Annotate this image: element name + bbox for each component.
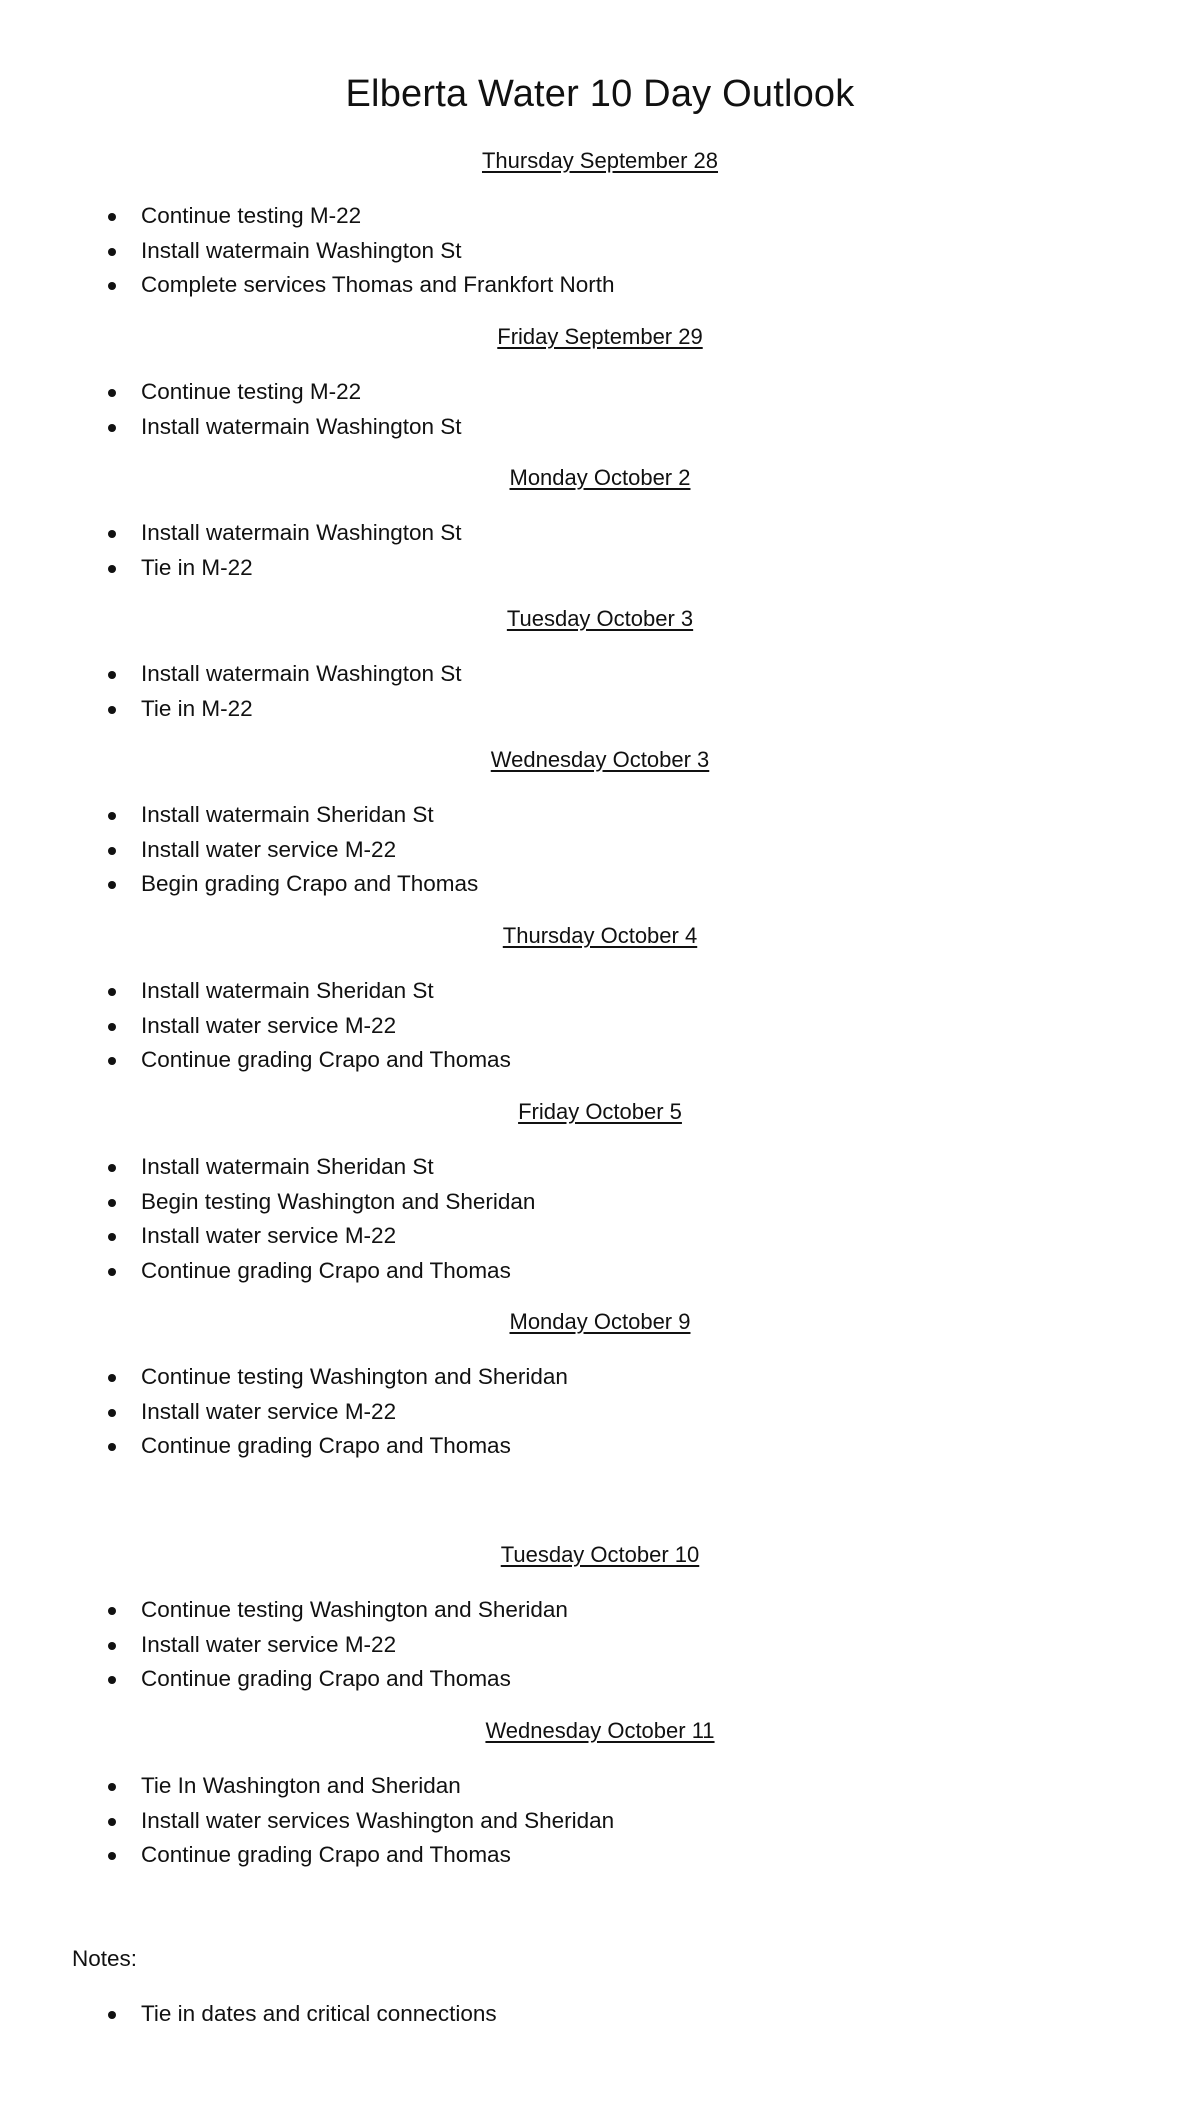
note-item xyxy=(108,1997,497,2032)
bullet-icon xyxy=(108,530,116,538)
bullet-icon xyxy=(108,671,116,679)
bullet-icon xyxy=(108,1057,116,1065)
day-heading: Thursday October 4 xyxy=(502,923,698,948)
task-text: Install watermain Sheridan St xyxy=(141,978,434,1003)
task-text: Install watermain Washington St xyxy=(141,237,462,263)
day-heading: Wednesday October 3 xyxy=(490,747,710,772)
task-item xyxy=(108,692,462,727)
task-item xyxy=(108,268,615,303)
task-text: Install watermain Washington St xyxy=(141,413,462,439)
day-heading: Wednesday October 11 xyxy=(485,1718,715,1743)
task-text: Tie In Washington and Sheridan xyxy=(141,1773,461,1798)
task-item xyxy=(108,410,462,445)
task-item xyxy=(108,1150,535,1185)
task-text: Continue grading Crapo and Thomas xyxy=(141,1842,511,1867)
bullet-icon xyxy=(108,881,116,889)
task-item xyxy=(108,867,478,902)
task-item xyxy=(108,1769,614,1804)
task-item xyxy=(108,1219,535,1254)
bullet-icon xyxy=(108,706,116,714)
task-text: Install water service M-22 xyxy=(141,1398,397,1424)
task-item xyxy=(108,1662,568,1697)
task-text: Continue testing Washington and Sheridan xyxy=(141,1597,568,1622)
task-item xyxy=(108,1360,568,1395)
day-heading: Tuesday October 10 xyxy=(500,1542,700,1567)
bullet-icon xyxy=(108,1676,116,1684)
task-item xyxy=(108,1185,535,1220)
task-text: Complete services Thomas and Frankfort North xyxy=(141,272,615,297)
bullet-icon xyxy=(108,248,116,256)
bullet-icon xyxy=(108,1852,116,1860)
task-text: Tie in M-22 xyxy=(141,695,253,721)
bullet-icon xyxy=(108,1199,116,1207)
task-text: Begin grading Crapo and Thomas xyxy=(141,871,479,896)
bullet-icon xyxy=(108,1607,116,1615)
task-text: Install water services Washington and Sheridan xyxy=(141,1807,615,1833)
task-text: Tie in M-22 xyxy=(141,554,253,580)
bullet-icon xyxy=(108,565,116,573)
task-item xyxy=(108,1009,511,1044)
task-text: Install water service M-22 xyxy=(141,1223,397,1248)
bullet-icon xyxy=(108,1642,116,1650)
task-item xyxy=(108,199,615,234)
bullet-icon xyxy=(108,389,116,397)
bullet-icon xyxy=(108,812,116,820)
bullet-icon xyxy=(108,1818,116,1826)
day-heading: Thursday September 28 xyxy=(481,148,719,173)
task-text: Install watermain Sheridan St xyxy=(141,802,434,827)
task-text: Install watermain Washington St xyxy=(141,520,462,545)
task-text: Install water service M-22 xyxy=(141,836,397,862)
day-heading: Tuesday October 3 xyxy=(506,606,694,631)
task-text: Continue testing Washington and Sheridan xyxy=(141,1364,568,1389)
task-list xyxy=(108,974,511,1078)
task-text: Install watermain Sheridan St xyxy=(141,1154,434,1179)
task-item xyxy=(108,1395,568,1430)
task-text: Install watermain Washington St xyxy=(141,661,462,686)
task-item xyxy=(108,974,511,1009)
bullet-icon xyxy=(108,1374,116,1382)
task-list xyxy=(108,1769,614,1873)
bullet-icon xyxy=(108,2011,116,2019)
task-item xyxy=(108,1254,535,1289)
bullet-icon xyxy=(108,847,116,855)
bullet-icon xyxy=(108,1409,116,1417)
task-text: Continue grading Crapo and Thomas xyxy=(141,1433,511,1458)
day-heading: Monday October 9 xyxy=(509,1309,691,1334)
day-heading: Friday October 5 xyxy=(518,1099,682,1124)
bullet-icon xyxy=(108,988,116,996)
notes-label: Notes: xyxy=(72,1946,138,1971)
task-text: Continue grading Crapo and Thomas xyxy=(141,1666,511,1691)
document-title: Elberta Water 10 Day Outlook xyxy=(345,73,855,115)
bullet-icon xyxy=(108,1023,116,1031)
task-item xyxy=(108,551,462,586)
bullet-icon xyxy=(108,1233,116,1241)
task-item xyxy=(108,657,462,692)
bullet-icon xyxy=(108,1268,116,1276)
task-list xyxy=(108,375,462,444)
note-text: Tie in dates and critical connections xyxy=(141,2001,497,2026)
task-item xyxy=(108,375,462,410)
task-text: Continue testing M-22 xyxy=(141,379,362,404)
task-list xyxy=(108,516,462,585)
task-list xyxy=(108,1360,568,1464)
task-list xyxy=(108,798,478,902)
task-item xyxy=(108,1838,614,1873)
task-item xyxy=(108,516,462,551)
bullet-icon xyxy=(108,1164,116,1172)
task-item xyxy=(108,833,478,868)
task-text: Install water service M-22 xyxy=(141,1012,397,1038)
task-list xyxy=(108,1150,535,1288)
day-heading: Monday October 2 xyxy=(509,465,691,490)
task-item xyxy=(108,234,615,269)
task-text: Continue grading Crapo and Thomas xyxy=(141,1257,511,1283)
bullet-icon xyxy=(108,213,116,221)
notes-list xyxy=(108,1997,497,2032)
task-text: Continue testing M-22 xyxy=(141,203,362,228)
task-list xyxy=(108,199,615,303)
task-list xyxy=(108,1593,568,1697)
task-item xyxy=(108,1593,568,1628)
task-item xyxy=(108,1043,511,1078)
bullet-icon xyxy=(108,424,116,432)
task-item xyxy=(108,1628,568,1663)
bullet-icon xyxy=(108,282,116,290)
bullet-icon xyxy=(108,1783,116,1791)
task-item xyxy=(108,1429,568,1464)
task-list xyxy=(108,657,462,726)
bullet-icon xyxy=(108,1443,116,1451)
day-heading: Friday September 29 xyxy=(497,324,703,349)
task-item xyxy=(108,1804,614,1839)
task-text: Install water service M-22 xyxy=(141,1631,397,1657)
task-text: Begin testing Washington and Sheridan xyxy=(141,1188,536,1214)
task-text: Continue grading Crapo and Thomas xyxy=(141,1047,511,1072)
task-item xyxy=(108,798,478,833)
